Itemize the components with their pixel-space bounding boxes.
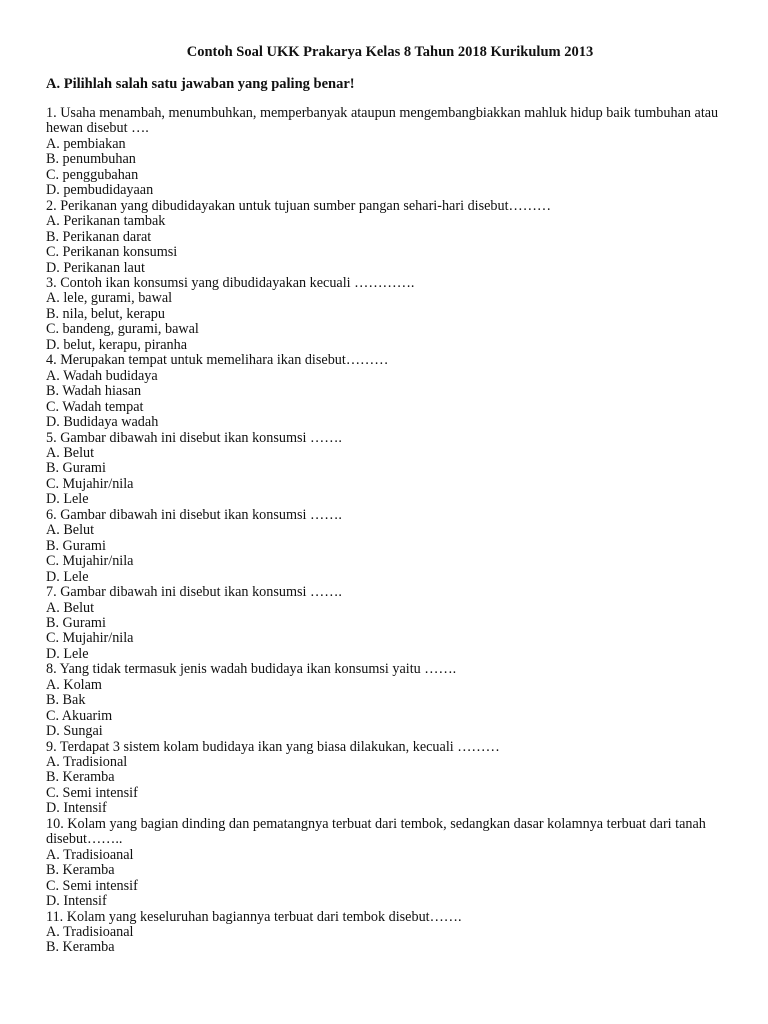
question-item [46,276,728,353]
answer-option: B. Keramba [46,769,115,786]
question-item [46,910,728,956]
answer-option: A. Tradisioanal [46,846,134,863]
answer-option: A. Belut [46,599,95,616]
question-text: 10. Kolam yang bagian dinding dan pematangnya terbuat dari tembok, sedangkan dasar kolamnya terbuat dari tanah disebut…….. [46,815,706,848]
answer-option: C. Semi intensif [46,784,138,801]
answer-option: D. pembudidayaan [46,182,154,199]
question-text: 6. Gambar dibawah ini disebut ikan konsumsi ……. [46,506,342,523]
answer-option: A. Belut [46,444,95,461]
answer-option: A. Perikanan tambak [46,213,166,230]
document-title: Contoh Soal UKK Prakarya Kelas 8 Tahun 2018 Kurikulum 2013 [186,44,594,60]
question-text: 1. Usaha menambah, menumbuhkan, memperbanyak ataupun mengembangbiakkan mahluk hidup baik tumbuhan atau hewan disebut …. [46,105,719,137]
question-item [46,817,728,910]
answer-option: D. Sungai [46,723,103,740]
question-text: 3. Contoh ikan konsumsi yang dibudidayakan kecuali …………. [46,274,415,291]
answer-option: B. Bak [46,692,86,709]
question-list [46,106,728,956]
question-item [46,353,728,430]
answer-option: C. bandeng, gurami, bawal [46,321,199,338]
answer-option: A. Tradisioanal [46,924,134,941]
answer-option: B. Gurami [46,614,106,631]
answer-option: C. Wadah tempat [46,398,144,415]
answer-option: D. Budidaya wadah [46,414,159,431]
question-text: 7. Gambar dibawah ini disebut ikan konsumsi ……. [46,584,342,601]
answer-option: A. Belut [46,522,95,539]
question-item [46,106,728,199]
question-item [46,585,728,662]
question-text: 4. Merupakan tempat untuk memelihara ikan disebut……… [46,352,389,369]
answer-option: A. lele, gurami, bawal [46,290,173,307]
section-heading: A. Pilihlah salah satu jawaban yang paling benar! [46,76,355,92]
answer-option: A. pembiakan [46,135,126,152]
question-text: 9. Terdapat 3 sistem kolam budidaya ikan yang biasa dilakukan, kecuali ……… [46,738,500,755]
question-text: 11. Kolam yang keseluruhan bagiannya terbuat dari tembok disebut……. [46,908,462,925]
answer-option: D. Intensif [46,800,107,817]
answer-option: B. nila, belut, kerapu [46,305,165,322]
question-item [46,740,728,817]
answer-option: C. Mujahir/nila [46,475,134,492]
question-text: 2. Perikanan yang dibudidayakan untuk tujuan sumber pangan sehari-hari disebut……… [46,197,552,214]
answer-option: C. penggubahan [46,166,139,183]
answer-option: C. Mujahir/nila [46,630,134,647]
answer-option: D. Lele [46,645,89,662]
answer-option: D. Lele [46,491,89,508]
answer-option: D. Intensif [46,893,107,910]
answer-option: A. Wadah budidaya [46,367,158,384]
answer-option: B. Keramba [46,939,115,956]
answer-option: B. Gurami [46,460,106,477]
answer-option: D. Perikanan laut [46,259,145,276]
answer-option: A. Kolam [46,676,102,693]
question-item [46,508,728,585]
question-item [46,431,728,508]
answer-option: A. Tradisional [46,754,128,771]
question-item [46,662,728,739]
answer-option: B. Wadah hiasan [46,383,142,400]
answer-option: C. Perikanan konsumsi [46,244,178,261]
question-text: 8. Yang tidak termasuk jenis wadah budidaya ikan konsumsi yaitu ……. [46,661,457,678]
answer-option: D. Lele [46,568,89,585]
question-item [46,199,728,276]
answer-option: C. Mujahir/nila [46,553,134,570]
answer-option: B. Gurami [46,537,106,554]
answer-option: C. Semi intensif [46,877,138,894]
answer-option: B. Keramba [46,862,115,879]
answer-option: D. belut, kerapu, piranha [46,336,188,353]
answer-option: C. Akuarim [46,707,113,724]
answer-option: B. Perikanan darat [46,228,152,245]
question-text: 5. Gambar dibawah ini disebut ikan konsumsi ……. [46,429,342,446]
answer-option: B. penumbuhan [46,151,136,168]
